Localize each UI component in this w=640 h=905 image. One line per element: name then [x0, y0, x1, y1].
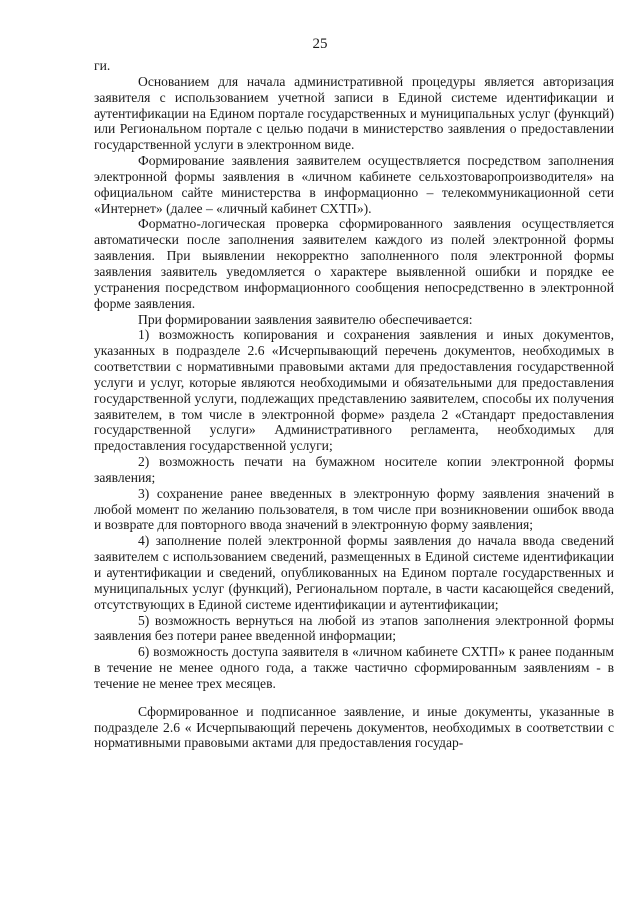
paragraph-provisions-intro: При формировании заявления заявителю обеспечивается:	[138, 311, 473, 327]
paragraph-continuation: ги.	[94, 58, 111, 73]
paragraph-validation: Форматно-логическая проверка сформированного заявления осуществляется автоматически после заполнения заявителем каждого из полей электронной формы заявления. При выявлении некорректно заполненного поля электронной формы заявления заявитель уведомляется о характере выявленной ошибки и порядке ее устранения посредством информационного сообщения непосредственно в электронной форме заявления.	[94, 216, 614, 311]
list-item-1: 1) возможность копирования и сохранения заявления и иных документов, указанных в подразделе 2.6 «Исчерпывающий перечень документов, необходимых в соответствии с нормативными правовыми актами для предоставления государственной услуги и услуг, которые являются необходимыми и обязательными для предоставления государственной услуги, подлежащих представлению заявителем, способы их получения заявителем, в том числе в электронной форме» раздела 2 «Стандарт предоставления государственной услуги» Административного регламента, необходимых для предоставления государственной услуги;	[94, 327, 614, 454]
list-item-2: 2) возможность печати на бумажном носителе копии электронной формы заявления;	[94, 454, 614, 485]
paragraph-submitted-application: Сформированное и подписанное заявление, и иные документы, указанные в подразделе 2.6 « Исчерпывающий перечень документов, необходимых в соответствии с нормативными правовыми актами для предоставления государ-	[94, 703, 614, 751]
list-item-4: 4) заполнение полей электронной формы заявления до начала ввода сведений заявителем с использованием сведений, размещенных в Единой системе идентификации и аутентификации и сведений, опубликованных на Едином портале государственных и муниципальных услуг (функций), Региональном портале, в части касающейся сведений, отсутствующих в Единой системе идентификации и аутентификации;	[94, 533, 614, 612]
list-item-5: 5) возможность вернуться на любой из этапов заполнения электронной формы заявления без потери ранее введенной информации;	[94, 612, 614, 644]
document-body	[94, 58, 614, 751]
page-number: 25	[312, 36, 328, 52]
list-item-3: 3) сохранение ранее введенных в электронную форму заявления значений в любой момент по желанию пользователя, в том числе при возникновении ошибок ввода и возврате для повторного ввода значений в электронную форму заявления;	[94, 485, 614, 533]
list-item-6: 6) возможность доступа заявителя в «личном кабинете СХТП» к ранее поданным в течение не менее одного года, а также частично сформированным заявлениям - в течение не менее трех месяцев.	[94, 644, 614, 691]
paragraph-authorization: Основанием для начала административной процедуры является авторизация заявителя с использованием учетной записи в Единой системе идентификации и аутентификации на Едином портале государственных и муниципальных услуг (функций) или Региональном портале с целью подачи в министерство заявления о предоставлении государственной услуги в электронном виде.	[94, 73, 614, 153]
paragraph-form-filling: Формирование заявления заявителем осуществляется посредством заполнения электронной формы заявления в «личном кабинете сельхозтоваропроизводителя» на официальном сайте министерства в информационно – телекоммуникационной сети «Интернет» (далее – «личный кабинет СХТП»).	[94, 153, 614, 216]
